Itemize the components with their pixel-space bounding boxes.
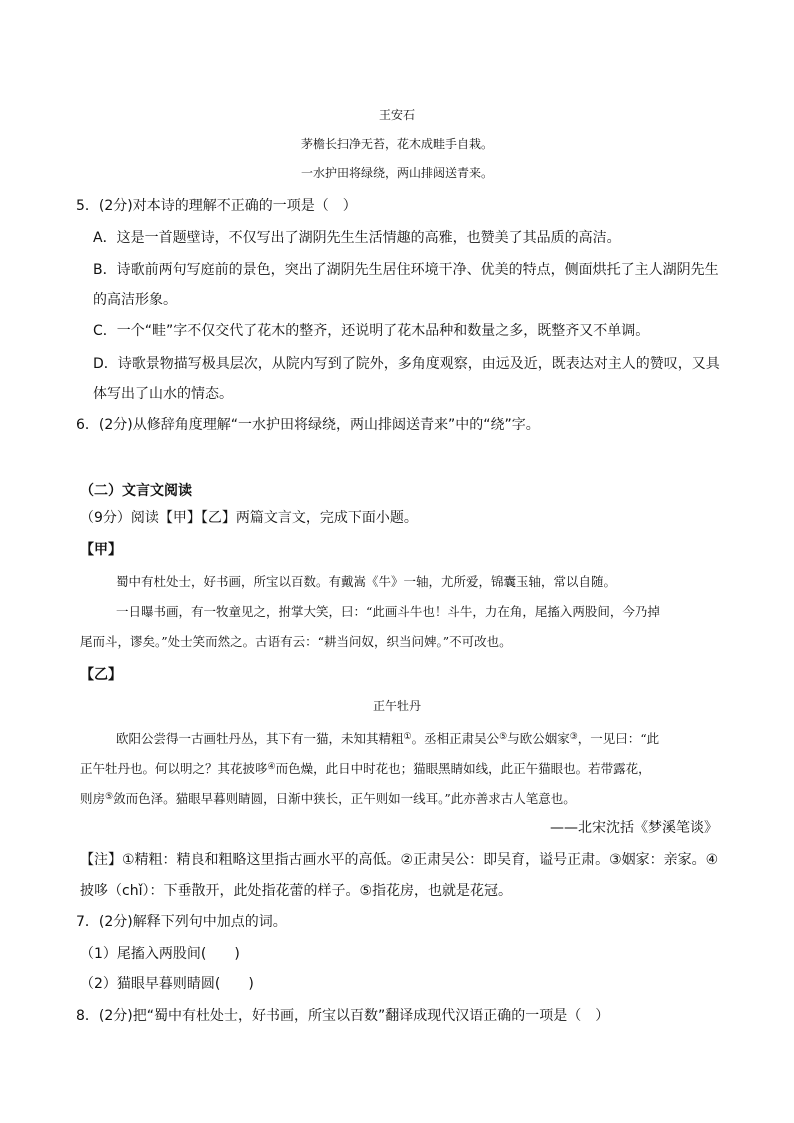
footnote-marker: ④: [267, 762, 276, 772]
passage-jia-para-2-cont: 尾而斗，谬矣。”处士笑而然之。古语有云：“耕当问奴，织当问婢。”不可改也。: [80, 634, 512, 649]
passage-yi-line-1: [116, 727, 659, 749]
passage-jia-label: 【甲】: [80, 542, 122, 558]
footnote-marker: ①: [403, 732, 412, 742]
text-span: 。丞相正肃吴公: [411, 731, 500, 746]
passage-yi-line-3: [80, 787, 576, 809]
question-7-item-2: （2）猫眼早暮则睛圆( ): [80, 976, 254, 992]
poem-line-1: 茅檐长扫净无苔，花木成畦手自栽。: [300, 137, 493, 151]
footnote-marker: ③: [569, 732, 578, 742]
question-5-option-c: C．一个“畦”字不仅交代了花木的整齐，还说明了花木品种和数量之多，既整齐又不单调。: [93, 323, 650, 339]
footnote-marker: ⑤: [499, 732, 508, 742]
text-span: 而色燥，此日中时花也；猫眼黑睛如线，此正午猫眼也。若带露花，: [275, 761, 651, 776]
poem-line-2: 一水护田将绿绕，两山排闼送青来。: [300, 166, 493, 180]
poem-author: 王安石: [378, 108, 415, 122]
question-6-stem: 6．(2分)从修辞角度理解“一水护田将绿绕，两山排闼送青来”中的“绕”字。: [76, 417, 540, 433]
section-heading: （二）文言文阅读: [80, 483, 192, 499]
annotation-line-1: 【注】①精粗：精良和粗略这里指古画水平的高低。②正肃吴公：即吴育，谥号正肃。③姻家：亲家。④: [80, 852, 719, 868]
text-span: 正午牡丹也。何以明之？其花披哆: [80, 761, 268, 776]
passage-yi-label: 【乙】: [80, 667, 122, 683]
passage-yi-line-2: [80, 757, 651, 779]
passage-jia-para-1: 蜀中有杜处士，好书画，所宝以百数。有戴嵩《牛》一轴，尤所爱，锦囊玉轴，常以自随。: [116, 574, 617, 589]
question-7-item-1: （1）尾搐入两股间( ): [80, 946, 240, 962]
text-span: 欧阳公尝得一古画牡丹丛，其下有一猫，未知其精粗: [116, 731, 404, 746]
question-5-option-d-cont: 体写出了山水的情态。: [93, 386, 233, 402]
question-5-option-b: B．诗歌前两句写庭前的景色，突出了湖阴先生居住环境干净、优美的特点，侧面烘托了主人湖阴先生: [93, 262, 719, 278]
section-intro: （9分）阅读【甲】【乙】两篇文言文，完成下面小题。: [80, 510, 418, 526]
text-span: 与欧公姻家: [507, 731, 570, 746]
question-5-option-a: A．这是一首题壁诗，不仅写出了湖阴先生生活情趣的高雅，也赞美了其品质的高洁。: [93, 230, 621, 246]
annotation-line-2: 披哆（chǐ）：下垂散开，此处指花蕾的样子。⑤指花房，也就是花冠。: [80, 883, 513, 899]
question-5-option-d: D．诗歌景物描写极具层次，从院内写到了院外，多角度观察，由远及近，既表达对主人的赞叹，又具: [93, 356, 720, 372]
text-span: 敛而色泽。猫眼早暮则睛圆，日渐中狭长，正午则如一线耳。”此亦善求古人笔意也。: [113, 791, 576, 806]
passage-jia-para-2: 一日曝书画，有一牧童见之，拊掌大笑，曰：“此画斗牛也！斗牛，力在角，尾搐入两股间，今乃掉: [116, 604, 660, 619]
question-8-stem: 8．(2分)把“蜀中有杜处士，好书画，所宝以百数”翻译成现代汉语正确的一项是（ ）: [76, 1008, 610, 1024]
question-7-stem: 7．(2分)解释下列句中加点的词。: [76, 914, 287, 930]
text-span: 则房: [80, 791, 106, 806]
question-5-stem: 5．(2分)对本诗的理解不正确的一项是（ ）: [76, 198, 357, 214]
footnote-marker: ⑤: [105, 792, 114, 802]
passage-yi-title: 正午牡丹: [372, 699, 421, 713]
question-5-option-b-cont: 的高洁形象。: [93, 292, 177, 308]
passage-yi-source: ——北宋沈括《梦溪笔谈》: [550, 820, 718, 836]
text-span: ，一见曰：“此: [577, 731, 660, 746]
